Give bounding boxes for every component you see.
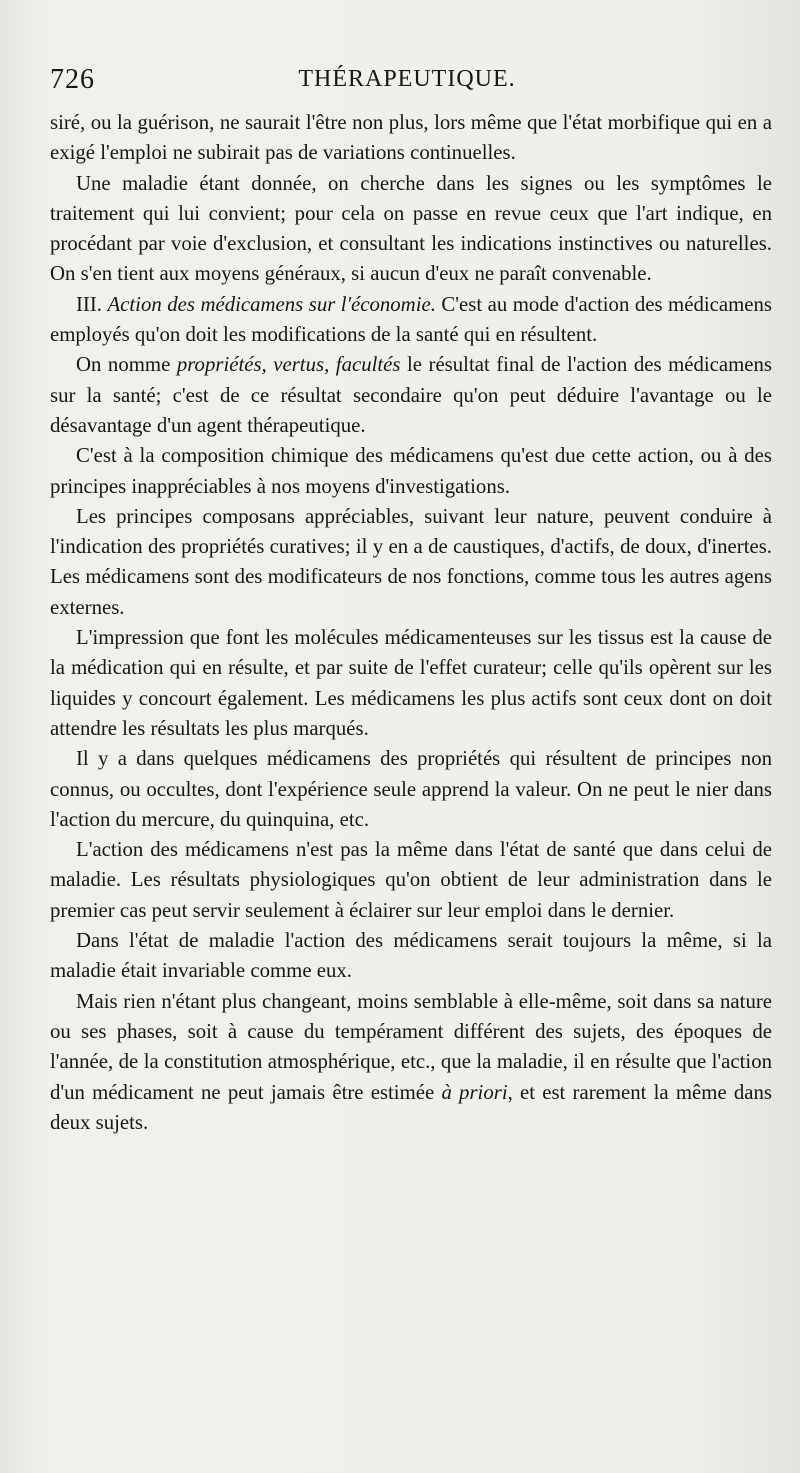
paragraph-8 xyxy=(50,744,772,835)
paragraph-text: siré, ou la guérison, ne saurait l'être non plus, lors même que l'état morbifique qui en a exigé l'emploi ne subirait pas de variations continuelles. xyxy=(50,111,772,165)
paragraph-text: L'action des médicamens n'est pas la même dans l'état de santé que dans celui de maladie. Les résultats physiologiques qu'on obtient de leur administration dans le premier cas peut servir seulement à éclairer sur leur emploi dans le dernier. xyxy=(50,838,772,922)
paragraph-text: Les principes composans appréciables, suivant leur nature, peuvent conduire à l'indication des propriétés curatives; il y en a de caustiques, d'actifs, de doux, d'inertes. Les médicamens sont des modificateurs de nos fonctions, comme tous les autres agens externes. xyxy=(50,504,772,619)
paragraph-10 xyxy=(50,926,772,987)
paragraph-text: Dans l'état de maladie l'action des médicamens serait toujours la même, si la maladie était invariable comme eux. xyxy=(50,929,772,983)
paragraph-text: C'est au mode d'action des médicamens employés qu'on doit les modifications de la santé qui en résultent. xyxy=(50,292,772,347)
paragraph-1 xyxy=(50,108,772,169)
section-title: Action des médicamens sur l'économie. xyxy=(107,292,436,316)
emphasized-terms: propriétés, vertus, facultés xyxy=(176,353,401,377)
running-title: THÉRAPEUTIQUE. xyxy=(298,66,516,92)
emphasized-term: à priori xyxy=(441,1080,508,1104)
paragraph-7 xyxy=(50,623,772,744)
paragraph-text: C'est à la composition chimique des médicamens qu'est due cette action, ou à des principes inappréciables à nos moyens d'investigations. xyxy=(50,444,772,498)
body-text xyxy=(50,108,772,1138)
paragraph-2 xyxy=(50,169,772,290)
paragraph-lead: On nomme xyxy=(76,353,171,377)
paragraph-6 xyxy=(50,502,772,623)
paragraph-3-section-heading xyxy=(50,290,772,351)
paragraph-text: le résultat final de l'action des médicamens sur la santé; c'est de ce résultat secondaire qu'on peut déduire l'avantage ou le désavantage d'un agent thérapeutique. xyxy=(50,353,773,437)
paragraph-11 xyxy=(50,987,772,1138)
section-number: III. xyxy=(76,292,102,316)
page-header xyxy=(50,64,764,104)
paragraph-tail: , et est rarement la même dans deux sujets. xyxy=(50,1080,773,1134)
paragraph-9 xyxy=(50,835,772,926)
paragraph-text: Mais rien n'étant plus changeant, moins semblable à elle-même, soit dans sa nature ou ses phases, soit à cause du tempérament différent des sujets, des époques de l'année, de la constitution atmosphérique, etc., que la maladie, il en résulte que l'action d'un médicament ne peut jamais être estimée xyxy=(50,989,772,1104)
paragraph-text: Une maladie étant donnée, on cherche dans les signes ou les symptômes le traitement qui lui convient; pour cela on passe en revue ceux que l'art indique, en procédant par voie d'exclusion, et consultant les indications instinctives ou naturelles. On s'en tient aux moyens généraux, si aucun d'eux ne paraît convenable. xyxy=(50,171,772,286)
paragraph-text: L'impression que font les molécules médicamenteuses sur les tissus est la cause de la médication qui en résulte, et par suite de l'effet curateur; celle qu'ils opèrent sur les liquides y concourt également. Les médicamens les plus actifs sont ceux dont on doit attendre les résultats les plus marqués. xyxy=(50,626,772,740)
page-number: 726 xyxy=(50,64,95,95)
paragraph-5 xyxy=(50,441,772,502)
paragraph-4 xyxy=(50,350,772,441)
paragraph-text: Il y a dans quelques médicamens des propriétés qui résultent de principes non connus, ou occultes, dont l'expérience seule apprend la valeur. On ne peut le nier dans l'action du mercure, du quinquina, etc. xyxy=(50,747,772,831)
